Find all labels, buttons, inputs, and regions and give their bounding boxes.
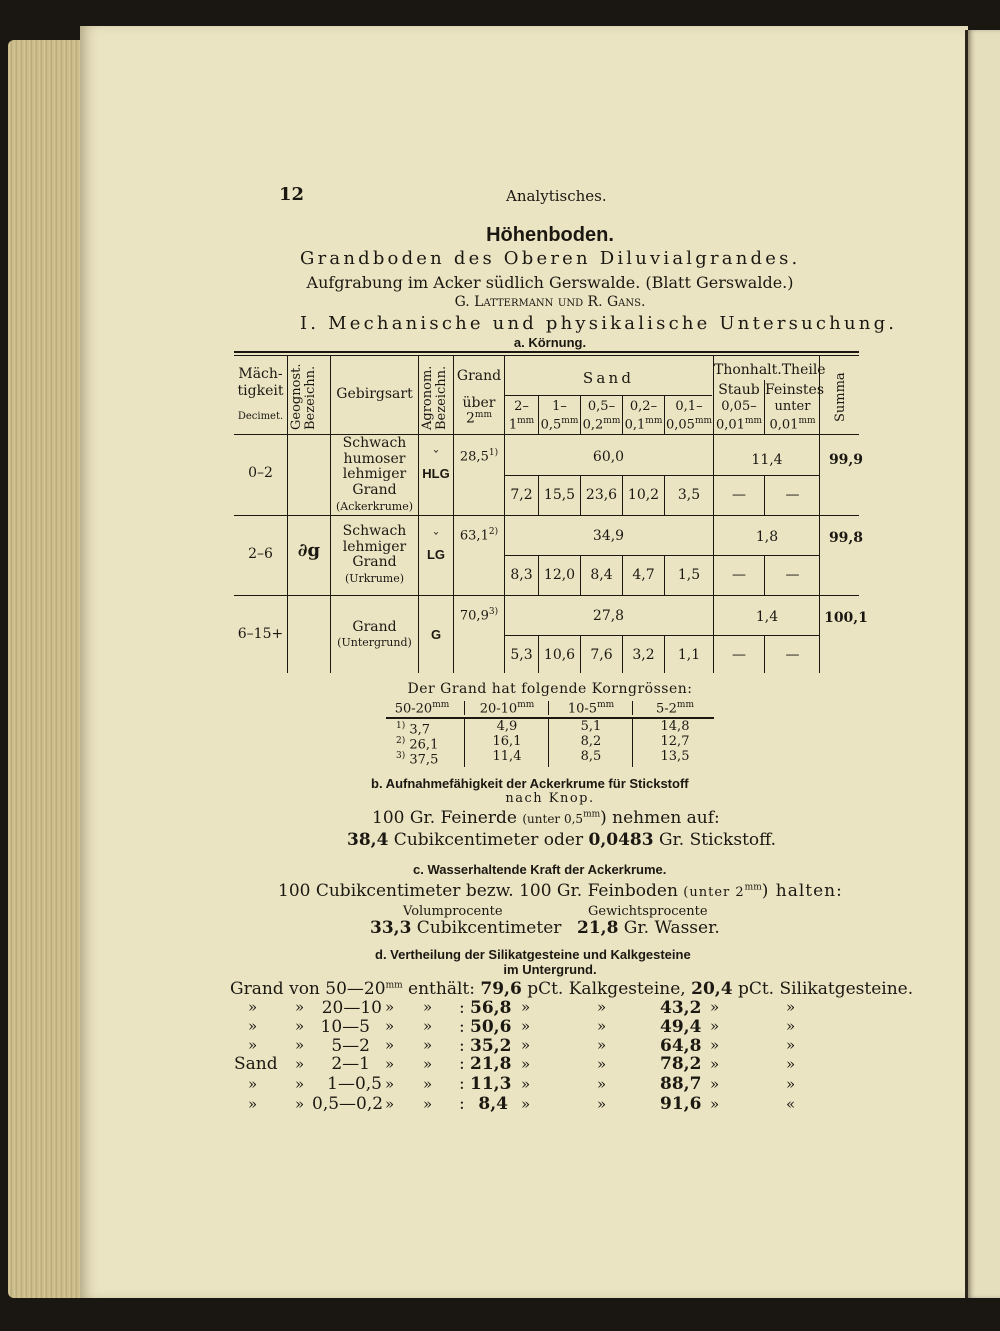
d-row-6-c1: » (248, 1075, 258, 1093)
header-summa: Summa (833, 372, 848, 422)
d-row-5-c1: Sand (234, 1054, 278, 1074)
b-line-1: 100 Gr. Feinerde (unter $0,5^{mm}$) nehmen auf: (372, 808, 720, 828)
sand-header-rule (505, 395, 712, 396)
subsection-d-heading-2: im Untergrund. (503, 962, 597, 977)
korn-header-1: $50-20^{mm}$ (394, 700, 450, 717)
geognost-value: ∂g (297, 540, 321, 561)
d-row-3-range: 10—5 (320, 1017, 370, 1037)
row3-inner-rule (505, 635, 820, 636)
row3-sand-5: 1,1 (677, 647, 701, 663)
subsection-d-heading: d. Vertheilung der Silikatgesteine und Kalkgesteine (375, 947, 691, 962)
d-row-7-range: 0,5—0,2 (312, 1094, 384, 1114)
korn-r2-c4: 12,7 (660, 734, 690, 749)
korn-header-3: $10-5^{mm}$ (567, 700, 615, 717)
d-row-7-kalk-label: » » (521, 1095, 607, 1113)
korn-row-2: $^{2)}$ 26,1 (396, 736, 439, 753)
korn-header-2: $20-10^{mm}$ (479, 700, 535, 717)
row3-summa: 100,1 (824, 610, 868, 626)
row1-sand-5: 3,5 (677, 487, 701, 503)
d-row-2-verb: » » (385, 998, 433, 1016)
d-row-6-kalk: 11,3 (470, 1074, 512, 1094)
d-row-3-colon: : (459, 1017, 465, 1037)
page-number: 12 (279, 184, 305, 205)
d-row-3-kalk-label: » » (521, 1017, 607, 1035)
d-row-4-kalk-label: » » (521, 1036, 607, 1054)
d-row-5-silikat-label: » » (710, 1055, 796, 1073)
row2-inner-rule (505, 555, 820, 556)
row1-note: (Ackerkrume) (335, 500, 414, 513)
row2-sand-3: 8,4 (590, 567, 613, 583)
d-row-7-silikat: 91,6 (660, 1094, 702, 1114)
c-volume-value: 33,3 Cubikcentimeter (370, 918, 562, 938)
row1-agronom: HLG (422, 466, 450, 481)
d-row-4-colon: : (459, 1036, 465, 1056)
d-row-5-verb: » » (385, 1055, 433, 1073)
row-divider-1 (234, 515, 859, 516)
row1-agronom-accent: ˇ (432, 449, 440, 465)
col-rule-agro (418, 356, 419, 673)
row1-feinstes: — (785, 487, 800, 503)
row2-thon-total: 1,8 (755, 529, 779, 545)
header-agronom: Agronom. Bezeichn. (420, 365, 449, 430)
row3-staub: — (732, 647, 746, 663)
row-divider-2 (234, 595, 859, 596)
korn-r2-c2: 16,1 (492, 734, 522, 749)
row1-grand: 28,5$^{1)}$ (459, 448, 499, 465)
d-row-7-c1: » (248, 1095, 258, 1113)
d-row-3-c1: » (248, 1017, 258, 1035)
header-bottom-rule (234, 434, 859, 435)
c-line-1: 100 Cubikcentimeter bezw. 100 Gr. Feinboden (unter $2^{mm}$) halten: (278, 881, 843, 901)
row1-gebirgsart: Schwach humoser lehmiger Grand (342, 435, 407, 498)
d-row-3-c2: » (295, 1017, 305, 1035)
d-row-4-c2: » (295, 1036, 305, 1054)
header-staub: Staub (718, 382, 760, 398)
row2-sand-4: 4,7 (632, 567, 655, 583)
d-row-2-c2: » (295, 998, 305, 1016)
korn-head-sep-2 (548, 701, 549, 715)
d-row-7-silikat-label: » « (710, 1095, 796, 1113)
d-row-6-range: 1—0,5 (327, 1074, 382, 1094)
table-top-rule (234, 351, 859, 353)
feinstes-range-header: unter $0,01^{mm}$ (769, 399, 816, 433)
subsection-b-sub: nach Knop. (505, 791, 595, 806)
table-top-rule-2 (234, 355, 859, 356)
row2-agronom: LG (426, 547, 446, 562)
korn-col-sep-1 (464, 719, 465, 767)
section-heading: I. Mechanische und physikalische Untersuchung. (300, 313, 898, 334)
korn-r1-c4: 14,8 (660, 719, 690, 734)
d-row-5-kalk: 21,8 (470, 1054, 512, 1074)
d-row-5-c2: » (295, 1055, 305, 1073)
korn-row-3: $^{3)}$ 37,5 (396, 751, 439, 768)
d-row-3-silikat-label: » » (710, 1017, 796, 1035)
d-row-6-verb: » » (385, 1075, 433, 1093)
page-title: Höhenboden. (486, 224, 614, 246)
d-row-6-colon: : (459, 1074, 465, 1094)
sand-col-4-header: 0,2– $0,1^{mm}$ (624, 399, 663, 433)
subsection-b-heading: b. Aufnahmefähigkeit der Ackerkrume für Stickstoff (371, 776, 689, 791)
d-row-2-colon: : (459, 998, 465, 1018)
row1-sand-4: 10,2 (627, 487, 660, 503)
korn-caption: Der Grand hat folgende Korngrössen: (407, 681, 693, 697)
row1-sand-2: 15,5 (543, 487, 576, 503)
volumprocente-label: Volumprocente (403, 904, 503, 919)
header-thonhalt: Thonhalt.Theile (714, 362, 826, 378)
row3-note: (Untergrund) (337, 636, 412, 649)
row2-sand-1: 8,3 (510, 567, 533, 583)
subsection-c-heading: c. Wasserhaltende Kraft der Ackerkrume. (413, 862, 667, 877)
header-grand-size: $2^{mm}$ (466, 410, 492, 427)
row3-sand-2: 10,6 (543, 647, 576, 663)
row3-sand-3: 7,6 (590, 647, 613, 663)
d-row-5-kalk-label: » » (521, 1055, 607, 1073)
row1-summa: 99,9 (828, 452, 864, 468)
d-row-6-kalk-label: » » (521, 1075, 607, 1093)
authors-line: G. Lattermann und R. Gans. (454, 294, 646, 310)
row2-agronom-accent: ˇ (432, 531, 440, 547)
d-row-2-kalk: 56,8 (470, 998, 512, 1018)
running-title: Analytisches. (506, 187, 607, 205)
row3-sand-4: 3,2 (632, 647, 655, 663)
d-row-6-silikat: 88,7 (660, 1074, 702, 1094)
row1-sand-total: 60,0 (592, 449, 625, 465)
row2-staub: — (732, 567, 746, 583)
d-row-5-silikat: 78,2 (660, 1054, 702, 1074)
row1-depth: 0–2 (248, 465, 273, 481)
row2-feinstes: — (785, 567, 800, 583)
header-grand: Grand (456, 368, 502, 384)
sand-col-5-header: 0,1– $0,05^{mm}$ (665, 399, 713, 433)
staub-range-header: 0,05– $0,01^{mm}$ (715, 399, 763, 433)
sand-col-3-header: 0,5– $0,2^{mm}$ (582, 399, 621, 433)
d-row-4-c1: » (248, 1036, 258, 1054)
d-row-4-range: 5—2 (331, 1036, 370, 1056)
korn-r1-c3: 5,1 (580, 719, 602, 734)
gewichtsprocente-label: Gewichtsprocente (588, 904, 708, 919)
row1-sand-1: 7,2 (510, 487, 533, 503)
d-row-2-range: 20—10 (321, 998, 382, 1018)
row1-sand-3: 23,6 (585, 487, 618, 503)
d-row-1: Grand von $50—20^{mm}$ enthält: 79,6 pCt. Kalkgesteine, 20,4 pCt. Silikatgesteine. (230, 979, 914, 999)
korn-head-sep-3 (632, 701, 633, 715)
header-maechtigkeit: Mäch-tigkeit (237, 366, 284, 399)
row2-sand-5: 1,5 (677, 567, 701, 583)
header-feinstes: Feinstes (765, 382, 825, 398)
korn-col-sep-3 (632, 719, 633, 767)
row3-grand: 70,9$^{3)}$ (459, 607, 499, 624)
korn-col-sep-2 (548, 719, 549, 767)
d-row-4-silikat: 64,8 (660, 1036, 702, 1056)
d-row-4-verb: » » (385, 1036, 433, 1054)
korn-head-sep-1 (464, 701, 465, 715)
location-line: Aufgrabung im Acker südlich Gerswalde. (Blatt Gerswalde.) (306, 273, 794, 292)
row2-grand: 63,1$^{2)}$ (459, 527, 499, 544)
d-row-7-kalk: 8,4 (478, 1094, 508, 1114)
d-row-3-silikat: 49,4 (660, 1017, 702, 1037)
d-row-7-colon: : (459, 1094, 465, 1114)
d-row-6-silikat-label: » » (710, 1075, 796, 1093)
korn-r3-c2: 11,4 (492, 749, 522, 764)
header-sand: Sand (582, 369, 635, 387)
d-row-2-c1: » (248, 998, 258, 1016)
header-gebirgsart: Gebirgsart (336, 386, 413, 402)
korn-r2-c3: 8,2 (580, 734, 602, 749)
d-row-3-kalk: 50,6 (470, 1017, 512, 1037)
sand-col-1-header: 2– $1^{mm}$ (508, 399, 535, 433)
row2-depth: 2–6 (248, 546, 273, 562)
row2-summa: 99,8 (828, 530, 864, 546)
row2-sand-2: 12,0 (543, 567, 576, 583)
d-row-2-silikat-label: » » (710, 998, 796, 1016)
korn-r1-c2: 4,9 (496, 719, 518, 734)
d-row-2-silikat: 43,2 (660, 998, 702, 1018)
row3-sand-1: 5,3 (510, 647, 533, 663)
facing-page-edge (968, 30, 1000, 1298)
row2-gebirgsart: Schwach lehmiger Grand (342, 523, 407, 570)
subtitle: Grandboden des Oberen Diluvialgrandes. (300, 248, 801, 269)
row3-thon-total: 1,4 (755, 609, 779, 625)
d-row-4-kalk: 35,2 (470, 1036, 512, 1056)
row2-note: (Urkrume) (344, 572, 405, 585)
row2-sand-total: 34,9 (592, 528, 625, 544)
d-row-5-range: 2—1 (331, 1054, 370, 1074)
d-row-2-kalk-label: » » (521, 998, 607, 1016)
header-grand-ueber: über (462, 395, 496, 411)
row3-depth: 6–15+ (237, 626, 284, 642)
d-row-5-colon: : (459, 1054, 465, 1074)
header-geognost: Geognost. Bezeichn. (289, 363, 318, 430)
row3-feinstes: — (785, 647, 800, 663)
row1-staub: — (732, 487, 746, 503)
row3-sand-total: 27,8 (592, 608, 625, 624)
b-line-2: 38,4 Cubikcentimeter oder 0,0483 Gr. Stickstoff. (347, 830, 777, 850)
subsection-a-heading: a. Körnung. (513, 335, 587, 350)
korn-row-1: $^{1)}$ 3,7 (396, 721, 431, 738)
header-decimet: Decimet. (237, 411, 284, 422)
row1-inner-rule (505, 475, 820, 476)
d-row-7-c2: » (295, 1095, 305, 1113)
row3-agronom: G (430, 627, 442, 642)
sand-col-2-header: 1– $0,5^{mm}$ (540, 399, 579, 433)
book-page-edges (8, 40, 90, 1298)
c-weight-value: 21,8 Gr. Wasser. (577, 918, 720, 938)
row3-gebirgsart: Grand (352, 619, 397, 635)
korn-r3-c3: 8,5 (580, 749, 602, 764)
korn-header-4: $5-2^{mm}$ (655, 700, 694, 717)
d-row-4-silikat-label: » » (710, 1036, 796, 1054)
d-row-3-verb: » » (385, 1017, 433, 1035)
korn-r3-c4: 13,5 (660, 749, 690, 764)
d-row-6-c2: » (295, 1075, 305, 1093)
row1-thon-total: 11,4 (751, 452, 783, 468)
d-row-7-verb: » » (385, 1095, 433, 1113)
